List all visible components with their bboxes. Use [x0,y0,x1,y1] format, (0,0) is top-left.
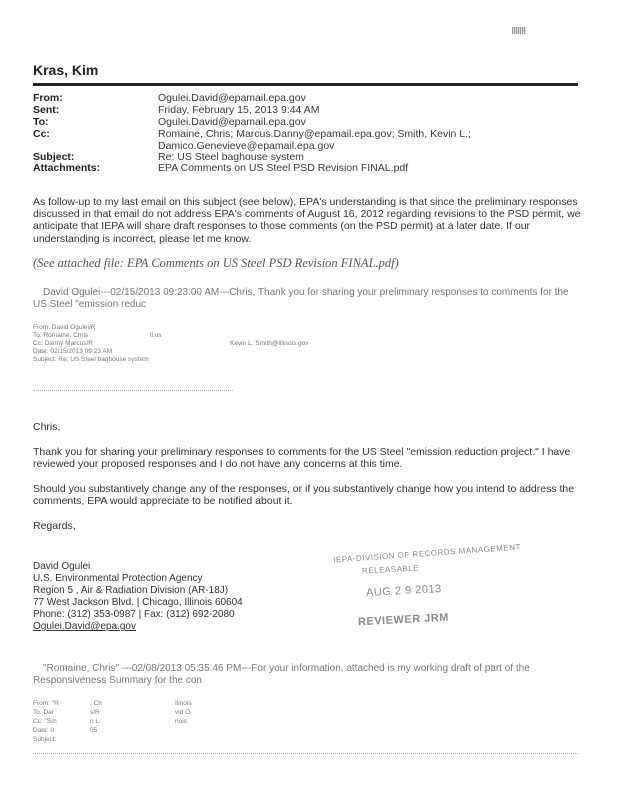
quoted-preview-bottom [33,663,583,687]
quoted-cc: Cc: Danny Marcus/R [33,340,93,347]
quoted-to-tail: ll.us [150,332,162,339]
quoted-to: To: Romaine, Chris [33,332,89,339]
cc-value-line2: Damico.Genevieve@epamail.epa.gov [158,140,335,152]
footer-fragment: nois [175,718,187,725]
attachments-value: EPA Comments on US Steel PSD Revision FINAL.pdf [158,162,409,174]
quoted-line: David Ogulei---02/15/2013 09:23:00 AM---Chris, Thank you for sharing your preliminary responses to comments for the [43,287,569,298]
footer-fragment: n L. [90,718,101,725]
message-line: Thank you for sharing your preliminary responses to comments for the US Steel "emission reduction project." I have [33,446,571,458]
quoted-line: Responsiveness Summary for the con [33,675,202,686]
footer-fragment: s/R [90,709,100,716]
footer-fragment: Date: 0 [33,727,54,734]
stamp-agency: IEPA-DIVISION OF RECORDS MANAGEMENT [332,542,522,565]
subject-label: Subject: [33,151,75,163]
stamp-releasable: RELEASABLE [361,563,420,576]
footer-fragment: , Ch [90,700,102,707]
stamp-date: AUG 2 9 2013 [365,583,442,599]
to-label: To: [33,116,49,128]
footer-separator [33,753,578,754]
signature-phone: Phone: (312) 353-0987 | Fax: (312) 692-2080 [33,609,235,620]
footer-fragment: vid O [175,709,191,716]
quoted-line: US Steel "emission reduc [33,299,147,310]
attachments-label: Attachments: [33,162,101,174]
footer-fragment: To: Dar [33,709,54,716]
footer-fragment: Subject: [33,736,57,743]
from-label: From: [33,92,63,104]
page-marker [512,27,526,34]
stamp-reviewer: REVIEWER JRM [357,611,450,629]
body-paragraph [33,196,581,245]
cc-label: Cc: [33,128,50,140]
message-greeting: Chris, [33,421,61,433]
body-line: discussed in that email do not address EPA's comments of August 16, 2012 regarding revisions to the PSD permit, we [33,208,581,221]
body-line: understanding is incorrect, please let me know. [33,232,252,245]
sent-value: Friday, February 15, 2013 9:44 AM [158,104,320,116]
subject-value: Re: US Steel baghouse system [158,151,304,163]
sender-name: Kras, Kim [33,62,99,78]
attached-file-note: (See attached file: EPA Comments on US Steel PSD Revision FINAL.pdf) [33,256,399,270]
quoted-line: "Romaine, Chris" ---02/08/2013 05:35:46 PM---For your information, attached is my working draft of part of the [43,663,530,674]
message-paragraph-2 [33,483,581,507]
body-line: anticipate that IEPA will share draft responses to those comments (on the PSD permit) at a later date. If our [33,220,531,233]
footer-fragment: Cc: "Sm [33,718,57,725]
cc-value-line1: Romaine, Chris; Marcus.Danny@epamail.epa.gov; Smith, Kevin L.; [158,128,471,140]
quoted-preview-top [33,287,583,311]
signature-name: David Ogulei [33,561,91,572]
message-line: Should you substantively change any of the responses, or if you substantively change how you intend to address the [33,483,575,495]
body-line: As follow-up to my last email on this subject (see below), EPA's understanding is that since the preliminary responses [33,196,578,208]
signature-region: Region 5 , Air & Radiation Division (AR-18J) [33,585,229,596]
separator-dots [33,390,233,391]
quoted-date: Date: 02/15/2013 09:23 AM [33,348,113,355]
signature-org: U.S. Environmental Protection Agency [33,573,203,584]
signature-email-link[interactable]: Ogulei.David@epa.gov [33,621,136,632]
message-closing: Regards, [33,520,76,532]
footer-fragment: From: "R [33,700,59,707]
quoted-cc-tail: Kevin L. Smith@illinois.gov [230,340,309,347]
sent-label: Sent: [33,104,60,116]
signature-address: 77 West Jackson Blvd. | Chicago, Illinois 60604 [33,597,243,608]
footer-fragment: Ilinois [175,700,192,707]
message-line: reviewed your proposed responses and I do not have any concerns at this time. [33,458,403,471]
message-paragraph-1 [33,446,581,470]
footer-fragment: 05 [90,727,98,734]
from-value: Ogulei.David@epamail.epa.gov [158,92,306,104]
header-rule [33,83,578,86]
to-value: Ogulei.David@epamail.epa.gov [158,116,306,128]
quoted-from: From: David Ogulei/R [33,324,96,331]
message-line: comments, EPA would appreciate to be notified about it. [33,495,293,508]
quoted-subject: Subject: Re: US Steel baghouse system [33,356,149,363]
